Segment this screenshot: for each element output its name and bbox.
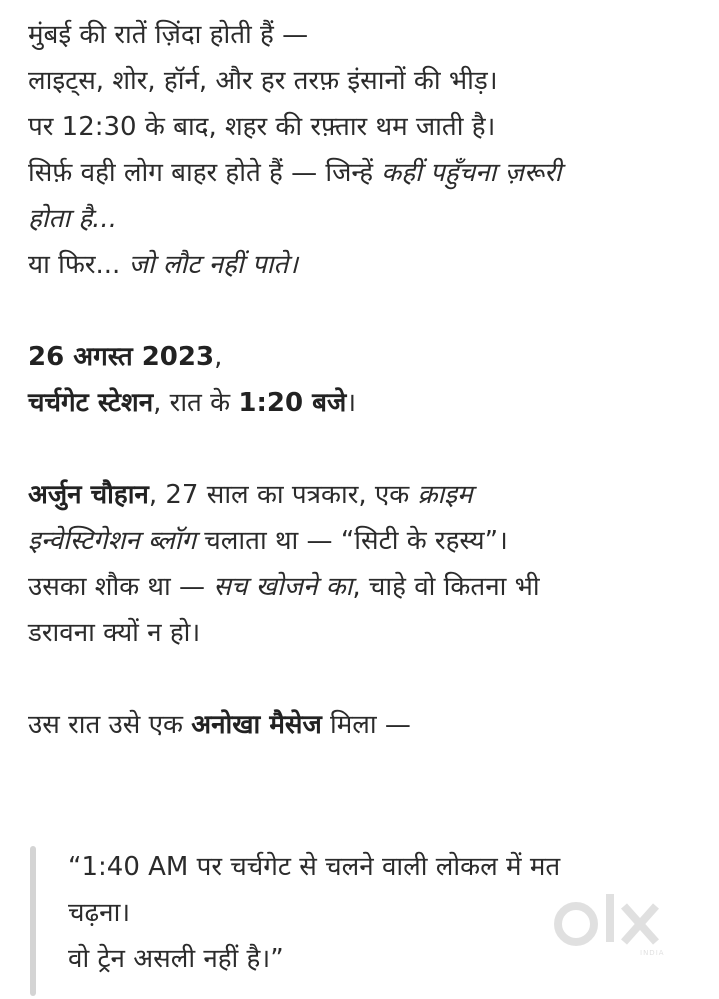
dateline-text: , रात के <box>153 388 239 418</box>
olx-watermark-logo <box>552 886 692 966</box>
character-text: , 27 साल का पत्रकार, एक <box>148 480 418 510</box>
character-emphasis: इन्वेस्टिगेशन ब्लॉग <box>28 526 196 556</box>
paragraph-gap <box>28 656 708 702</box>
character-text: , चाहे वो कितना भी <box>352 572 540 602</box>
message-text: मिला — <box>321 710 411 740</box>
intro-line <box>28 58 708 104</box>
intro-line <box>28 12 708 58</box>
station-name: चर्चगेट स्टेशन <box>28 388 154 418</box>
watermark-sub-label: INDIA <box>640 949 665 957</box>
intro-text: पर 12:30 के बाद, शहर की रफ़्तार थम जाती है। <box>28 112 496 142</box>
date-suffix: , <box>214 342 223 372</box>
intro-text: लाइट्स, शोर, हॉर्न, और हर तरफ़ इंसानों की भीड़। <box>28 66 498 96</box>
character-line <box>28 518 708 564</box>
dateline-place <box>28 380 708 426</box>
intro-line <box>28 196 708 242</box>
character-emphasis: सच खोजने का <box>213 572 353 602</box>
character-name: अर्जुन चौहान <box>28 480 149 510</box>
quote-line: वो ट्रेन असली नहीं है।” <box>68 944 284 974</box>
character-line <box>28 472 708 518</box>
paragraph-gap <box>28 288 708 334</box>
intro-emphasis: होता है... <box>28 204 117 234</box>
time-text: 1:20 बजे <box>238 388 347 418</box>
character-line <box>28 564 708 610</box>
message-text: उस रात उसे एक <box>28 710 192 740</box>
article-body <box>28 12 708 748</box>
olx-logo-icon <box>552 886 692 966</box>
message-emphasis: अनोखा मैसेज <box>191 710 322 740</box>
intro-line <box>28 242 708 288</box>
intro-text: या फिर... <box>28 250 129 280</box>
character-text: चलाता था — “सिटी के रहस्य”। <box>195 526 508 556</box>
character-line <box>28 610 708 656</box>
intro-emphasis: जो लौट नहीं पाते। <box>128 250 298 280</box>
quote-line: चढ़ना। <box>68 898 131 928</box>
intro-text: सिर्फ़ वही लोग बाहर होते हैं — जिन्हें <box>28 158 382 188</box>
dateline-end: । <box>346 388 357 418</box>
paragraph-gap <box>28 426 708 472</box>
message-line <box>28 702 708 748</box>
character-text: उसका शौक था — <box>28 572 214 602</box>
intro-emphasis: कहीं पहुँचना ज़रूरी <box>381 158 562 188</box>
intro-line <box>28 150 708 196</box>
character-text: डरावना क्यों न हो। <box>28 618 201 648</box>
quote-line: “1:40 AM पर चर्चगेट से चलने वाली लोकल में मत <box>68 852 561 882</box>
quote-bar <box>30 846 36 996</box>
character-emphasis: क्राइम <box>417 480 473 510</box>
intro-line <box>28 104 708 150</box>
intro-text: मुंबई की रातें ज़िंदा होती हैं — <box>28 20 309 50</box>
quote-text <box>68 844 560 982</box>
dateline-date <box>28 334 708 380</box>
date-text: 26 अगस्त 2023 <box>28 342 215 372</box>
